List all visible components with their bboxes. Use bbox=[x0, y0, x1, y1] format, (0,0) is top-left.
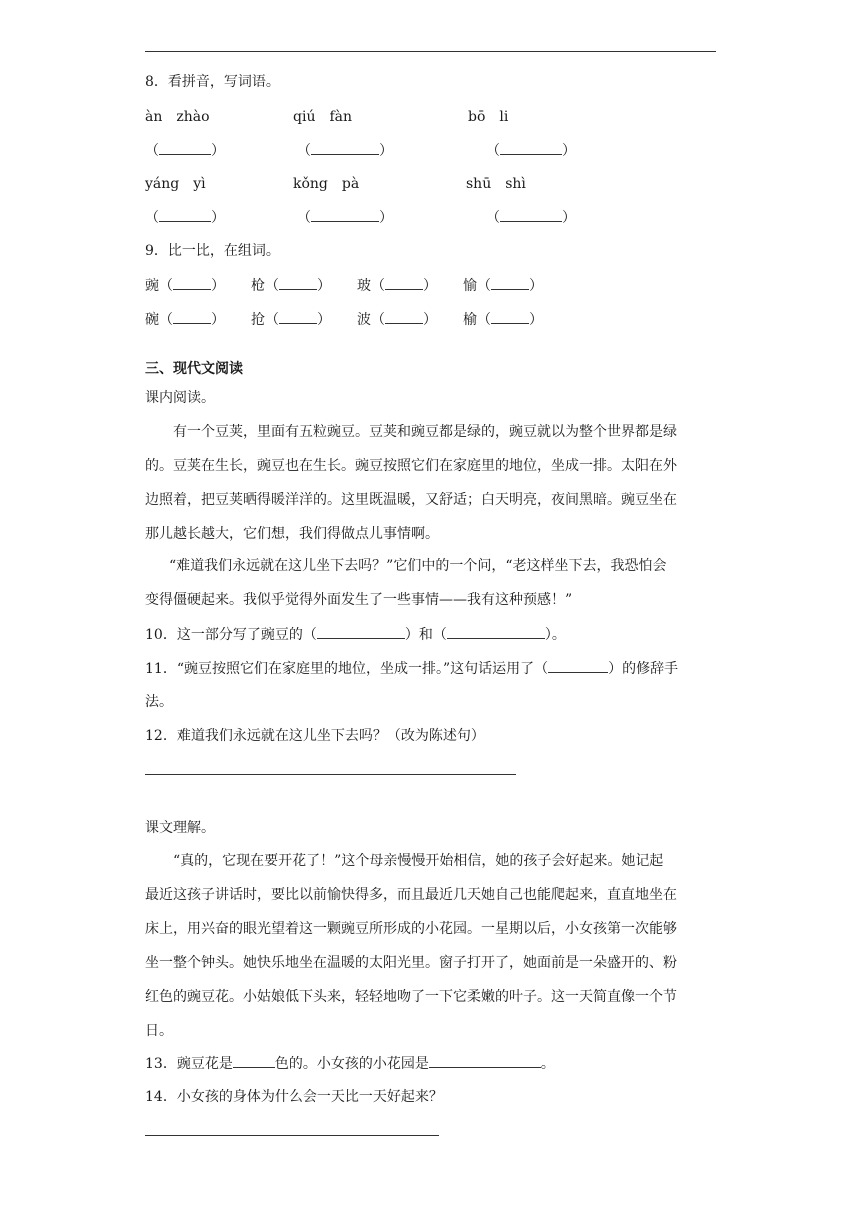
q9-item[interactable]: 豌（ ） bbox=[145, 275, 225, 296]
q8-pinyin-2: qiú fàn bbox=[293, 109, 353, 125]
subsection-label: 课内阅读。 bbox=[145, 390, 215, 406]
q9-item[interactable]: 波（ ） bbox=[357, 309, 437, 330]
top-rule bbox=[145, 51, 716, 52]
reading-passage-1: 有一个豆荚，里面有五粒豌豆。豆荚和豌豆都是绿的，豌豆就以为整个世界都是绿 的。豆荚在生长，豌豆也在生长。豌豆按照它们在家庭里的地位，坐成一排。太阳在外 边照着，把豆荚晒得暖洋洋的。这里既温暖，又舒适；白天明亮，夜间黑暗。豌豆坐在 那儿越长越大，它们想，我们得做点儿事情啊。 bbox=[145, 424, 677, 542]
q9-item[interactable]: 枪（ ） bbox=[251, 275, 331, 296]
q9-item[interactable]: 玻（ ） bbox=[357, 275, 437, 296]
q8-answer-box[interactable]: （ ） bbox=[145, 207, 225, 228]
q8-answer-box[interactable]: （ ） bbox=[297, 207, 393, 228]
subsection-label: 课文理解。 bbox=[145, 820, 215, 836]
reading-passage-2: “难道我们永远就在这儿坐下去吗？”它们中的一个问，“老这样坐下去，我恐怕会 变得僵硬起来。我似乎觉得外面发生了一些事情——我有这种预感！” bbox=[145, 558, 667, 608]
q12-answer-line[interactable] bbox=[145, 774, 516, 775]
q14: 14．小女孩的身体为什么会一天比一天好起来？ bbox=[145, 1089, 443, 1105]
q8-answer-box[interactable]: （ ） bbox=[486, 207, 576, 228]
q8-answer-box[interactable]: （ ） bbox=[486, 140, 576, 161]
q8-pinyin-6: shū shì bbox=[466, 176, 526, 192]
q9-item[interactable]: 愉（ ） bbox=[463, 275, 543, 296]
q10[interactable]: 10．这一部分写了豌豆的（ ）和（ ）。 bbox=[145, 624, 566, 645]
reading-passage-3: “真的，它现在要开花了！”这个母亲慢慢开始相信，她的孩子会好起来。她记起 最近这孩子讲话时，要比以前愉快得多，而且最近几天她自己也能爬起来，直直地坐在 床上，用兴奋的眼光望着这一颗豌豆所形成的小花园。一星期以后，小女孩第一次能够 坐一整个钟头。她快乐地坐在温暖的太阳光里。窗子打开了，她面前是一朵盛开的、粉 红色的豌豆花。小姑娘低下头来，轻轻地吻了一下它柔嫩的叶子。这一天简直像一个节 日。 bbox=[145, 853, 677, 1039]
q9-item[interactable]: 碗（ ） bbox=[145, 309, 225, 330]
q13[interactable]: 13．豌豆花是 色的。小女孩的小花园是 。 bbox=[145, 1053, 555, 1074]
q8-answer-box[interactable]: （ ） bbox=[297, 140, 393, 161]
q9-title: 9．比一比，在组词。 bbox=[145, 243, 280, 259]
section-heading: 三、现代文阅读 bbox=[145, 361, 243, 377]
q11-line2: 法。 bbox=[145, 694, 173, 710]
q8-pinyin-3: bō li bbox=[468, 109, 509, 125]
q11-line1[interactable]: 11．“豌豆按照它们在家庭里的地位，坐成一排。”这句话运用了（ ）的修辞手 bbox=[145, 658, 678, 679]
q8-pinyin-1: àn zhào bbox=[145, 109, 210, 125]
q12: 12．难道我们永远就在这儿坐下去吗？（改为陈述句） bbox=[145, 728, 485, 744]
q8-title: 8．看拼音，写词语。 bbox=[145, 74, 280, 90]
q8-pinyin-5: kǒng pà bbox=[293, 176, 360, 192]
q8-pinyin-4: yáng yì bbox=[145, 176, 206, 192]
q9-item[interactable]: 榆（ ） bbox=[463, 309, 543, 330]
q14-answer-line[interactable] bbox=[145, 1135, 439, 1136]
q9-item[interactable]: 抢（ ） bbox=[251, 309, 331, 330]
q8-answer-box[interactable]: （ ） bbox=[145, 140, 225, 161]
